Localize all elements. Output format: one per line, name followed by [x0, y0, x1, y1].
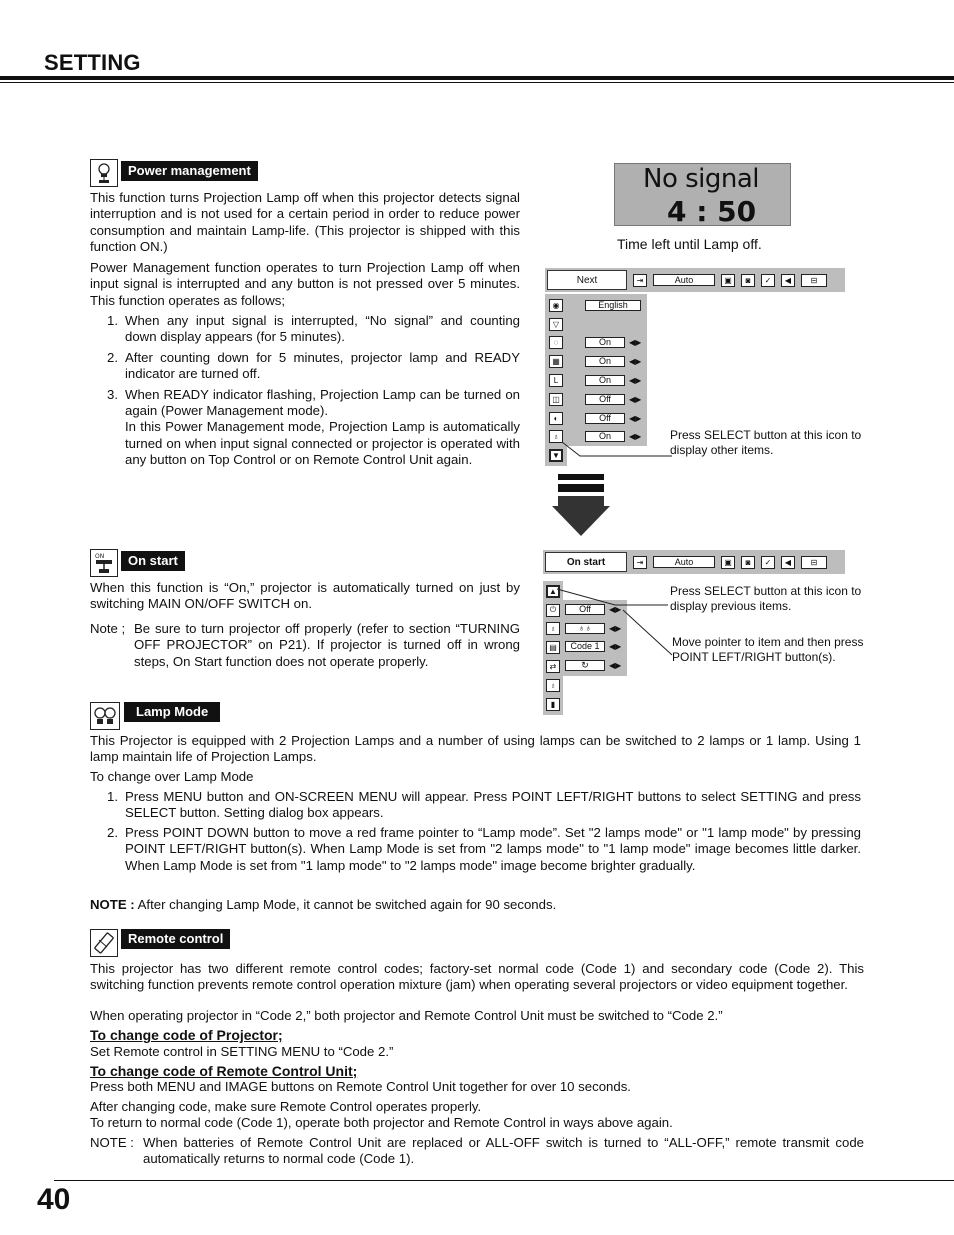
- power-paragraph-2: Power Management function operates to turn Projection Lamp off when input signal is interrupted and any button is not pressed over 5 minutes. This function operates as follows;: [90, 260, 520, 308]
- remote-paragraph-2: When operating projector in “Code 2,” both projector and Remote Control Unit must be switched to “Code 2.”: [90, 1008, 723, 1023]
- power-management-icon[interactable]: ♁: [549, 430, 563, 443]
- no-signal-display: [614, 163, 791, 226]
- lamp-mode-icon[interactable]: ♁: [546, 622, 560, 635]
- scroll-up-icon[interactable]: ▲: [546, 585, 560, 598]
- menu2-caption-1: Press SELECT button at this icon to display previous items.: [670, 584, 862, 613]
- page-number: 40: [37, 1183, 71, 1216]
- remote-paragraph-6: To return to normal code (Code 1), operate both projector and Remote Control in ways above again.: [90, 1115, 673, 1130]
- section-label-lamp-mode: Lamp Mode: [124, 702, 220, 722]
- menu-exit-icon[interactable]: ⊟: [801, 274, 827, 287]
- left-right-arrows-icon[interactable]: ◀▶: [629, 357, 642, 367]
- menu2-caption-2: Move pointer to item and then press POINT LEFT/RIGHT button(s).: [672, 635, 864, 664]
- filter-value[interactable]: ↻: [565, 660, 605, 671]
- screen-icon[interactable]: ◙: [741, 556, 755, 569]
- power-paragraph-1: This function turns Projection Lamp off when this projector detects signal interruption and is not used for a certain period in order to reduce power consumption and maintain Lamp-life. (This projector is shipped with this function ON.): [90, 190, 520, 255]
- left-right-arrows-icon[interactable]: ◀▶: [609, 604, 622, 614]
- keystone-icon[interactable]: ▽: [549, 318, 563, 331]
- left-right-arrows-icon[interactable]: ◀▶: [629, 394, 642, 404]
- menu-toolbar: [545, 268, 845, 292]
- language-icon[interactable]: ◉: [549, 299, 563, 312]
- menu1-caption: Press SELECT button at this icon to display other items.: [670, 428, 862, 457]
- option-value[interactable]: Off: [585, 394, 625, 405]
- lamp-steps-list: [107, 789, 861, 874]
- ceiling-icon[interactable]: ◫: [549, 393, 563, 406]
- no-signal-text: No signal: [643, 164, 760, 194]
- lamp-mode-value[interactable]: ♁♁: [565, 623, 605, 634]
- page-title: SETTING: [44, 50, 141, 75]
- remote-code-value[interactable]: Code 1: [565, 641, 605, 652]
- screen-icon[interactable]: ◙: [741, 274, 755, 287]
- input-icon[interactable]: ⇥: [633, 556, 647, 569]
- section-label-on-start: On start: [121, 551, 185, 571]
- remote-paragraph-1: This projector has two different remote control codes; factory-set normal code (Code 1) and secondary code (Code 2). This switching function prevents remote control operation mixture (jam) when operating several projectors or video equipment together.: [90, 961, 864, 993]
- auto-field[interactable]: Auto: [653, 556, 715, 568]
- leader-lines: [555, 585, 675, 665]
- option-value[interactable]: On: [585, 375, 625, 386]
- left-right-arrows-icon[interactable]: ◀▶: [629, 432, 642, 442]
- sound-icon[interactable]: ◀: [781, 274, 795, 287]
- auto-field[interactable]: Auto: [653, 274, 715, 286]
- list-item: 3. When READY indicator flashing, Projection Lamp can be turned on again (Power Management mode). In this Power Management mode, Projection Lamp is automatically turned on when input signal connected or projector is operated with any button on Top Control or on Remote Control Unit again.: [107, 386, 520, 468]
- header-rule-thin: [0, 82, 954, 83]
- filter-counter-icon[interactable]: ▮: [546, 698, 560, 711]
- section-label-remote-control: Remote control: [121, 929, 230, 949]
- heading-change-projector-code: To change code of Projector;: [90, 1027, 283, 1043]
- on-start-icon[interactable]: ⏻: [546, 604, 560, 617]
- on-start-paragraph: When this function is “On,” projector is automatically turned on just by switching MAIN ON/OFF SWITCH on.: [90, 580, 520, 612]
- remote-paragraph-3: Set Remote control in SETTING MENU to “Code 2.”: [90, 1044, 394, 1059]
- setting-icon[interactable]: ✓: [761, 556, 775, 569]
- countdown-text: 4 : 50: [667, 195, 757, 228]
- remote-paragraph-4: Press both MENU and IMAGE buttons on Remote Control Unit together for over 10 seconds.: [90, 1079, 631, 1094]
- left-right-arrows-icon[interactable]: ◀▶: [609, 642, 622, 652]
- image-icon[interactable]: ▣: [721, 556, 735, 569]
- next-button[interactable]: Next: [547, 270, 627, 290]
- list-item: 2. Press POINT DOWN button to move a red frame pointer to “Lamp mode”. Set "2 lamps mode" or "1 lamp mode" by pressing POINT LEFT/RIGHT button(s). When Lamp Mode is set from "2 lamps mode" to "1 lamp mode" image becomes little darker. When Lamp Mode is set from "1 lamp mode" to "2 lamps mode" image become brighter gradually.: [107, 824, 861, 873]
- lamp-plug-icon: [90, 159, 118, 187]
- svg-text:ON: ON: [95, 553, 105, 560]
- menu-color-icon[interactable]: ◌: [549, 336, 563, 349]
- remote-control-icon[interactable]: ▤: [546, 641, 560, 654]
- lamp-mode-icon: [90, 702, 120, 730]
- lamp-paragraph-1: This Projector is equipped with 2 Projection Lamps and a number of using lamps can be switched to 2 lamps or 1 lamp. Using 1 lamp maintain life of Projection Lamps.: [90, 733, 861, 765]
- list-item: 1. Press MENU button and ON-SCREEN MENU will appear. Press POINT LEFT/RIGHT buttons to select SETTING and press SELECT button. Setting dialog box appears.: [107, 789, 861, 821]
- filter-icon[interactable]: ⇄: [546, 660, 560, 673]
- heading-change-remote-code: To change code of Remote Control Unit;: [90, 1063, 358, 1079]
- option-value[interactable]: On: [585, 356, 625, 367]
- power-steps-list: [107, 313, 520, 469]
- option-value[interactable]: Off: [585, 413, 625, 424]
- input-icon[interactable]: ⇥: [633, 274, 647, 287]
- left-right-arrows-icon[interactable]: ◀▶: [629, 376, 642, 386]
- footer-rule: [54, 1180, 954, 1181]
- lamp-paragraph-2: To change over Lamp Mode: [90, 769, 254, 784]
- leader-line: [560, 440, 675, 460]
- on-start-value[interactable]: Off: [565, 604, 605, 615]
- logo-icon[interactable]: L: [549, 374, 563, 387]
- section-label-power-management: Power management: [121, 161, 258, 181]
- on-start-icon: [90, 549, 118, 577]
- menu1-values-panel: [567, 294, 647, 446]
- list-item: 1. When any input signal is interrupted, “No signal” and counting down display appears (for 5 minutes).: [107, 313, 520, 345]
- left-right-arrows-icon[interactable]: ◀▶: [629, 338, 642, 348]
- down-arrow-icon: [550, 472, 612, 538]
- on-start-title: On start: [545, 552, 627, 572]
- remote-paragraph-5: After changing code, make sure Remote Control operates properly.: [90, 1099, 482, 1114]
- option-value[interactable]: On: [585, 431, 625, 442]
- left-right-arrows-icon[interactable]: ◀▶: [609, 623, 622, 633]
- option-value[interactable]: On: [585, 337, 625, 348]
- sound-icon[interactable]: ◀: [781, 556, 795, 569]
- menu-exit-icon[interactable]: ⊟: [801, 556, 827, 569]
- image-icon[interactable]: ▣: [721, 274, 735, 287]
- on-start-note: Note ; Be sure to turn projector off properly (refer to section “TURNING OFF PROJECTOR” on P21). If projector is turned off in wrong steps, On Start function does not operate properly.: [90, 621, 520, 669]
- remote-note: NOTE : When batteries of Remote Control Unit are replaced or ALL-OFF switch is turned to “ALL-OFF,” remote transmit code automatically returns to normal code (Code 1).: [90, 1135, 864, 1167]
- rear-icon[interactable]: ◐: [549, 412, 563, 425]
- scroll-down-icon[interactable]: ▼: [549, 449, 563, 462]
- lamp-counter-icon[interactable]: ♁: [546, 679, 560, 692]
- header-rule: [0, 76, 954, 80]
- setting-icon[interactable]: ✓: [761, 274, 775, 287]
- language-value[interactable]: English: [585, 300, 641, 311]
- menu2-toolbar: [543, 550, 845, 574]
- lamp-note: NOTE : After changing Lamp Mode, it cannot be switched again for 90 seconds.: [90, 897, 557, 912]
- no-signal-caption: Time left until Lamp off.: [617, 236, 762, 252]
- display-icon[interactable]: ▦: [549, 355, 563, 368]
- remote-control-icon: [90, 929, 118, 957]
- left-right-arrows-icon[interactable]: ◀▶: [609, 661, 622, 671]
- left-right-arrows-icon[interactable]: ◀▶: [629, 413, 642, 423]
- list-item: 2. After counting down for 5 minutes, projector lamp and READY indicator are turned off.: [107, 349, 520, 382]
